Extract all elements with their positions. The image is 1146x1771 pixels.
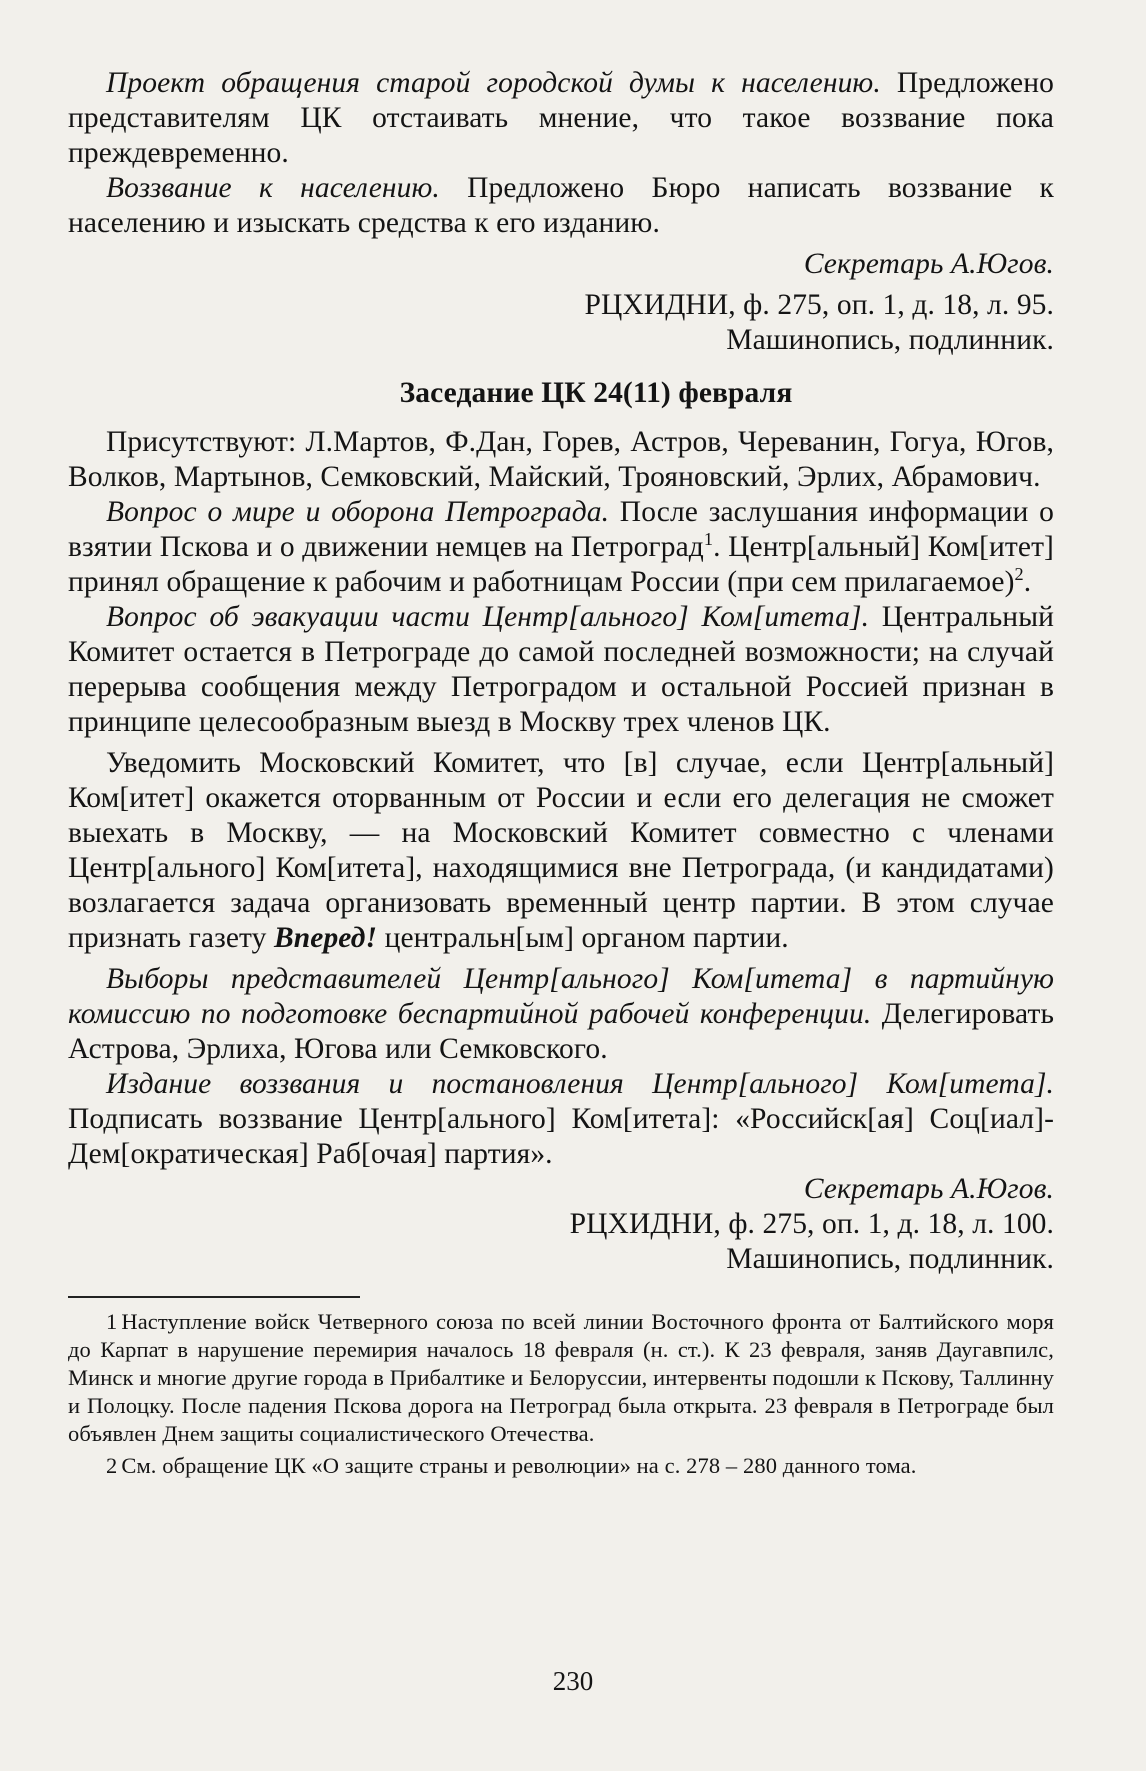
paragraph-title: Издание воззвания и постановления Центр[ального] Ком[итета]. [106,1068,1054,1100]
paragraph-text: . Центр[альный] Ком[итет] принял обращение к рабочим и работницам России (при сем прилагаемое) [68,531,1054,598]
secretary-signature: Секретарь А.Югов. [803,1173,1054,1205]
paragraph-text: Делегировать Астрова, Эрлиха, Югова или Семковского. [68,998,1055,1065]
footnote-ref-1: 1 [703,529,714,550]
newspaper-title: Вперед! [273,922,378,954]
paragraph-text: Центральный Комитет остается в Петрограде до самой последней возможности; на случай перерыва сообщения между Петроградом и остальной Россией признан в принципе целесообразным выезд в Москву трех членов ЦК. [68,601,1055,738]
paragraph-text: . [1023,566,1032,598]
document-page [68,66,1054,1480]
paragraph-moscow-committee [68,746,1054,956]
archive-source-type: Машинопись, подлинник. [726,1243,1054,1275]
meeting-heading: Заседание ЦК 24(11) февраля [399,377,793,409]
footnote-text: См. обращение ЦК «О защите страны и революции» на с. 278 – 280 данного тома. [121,1453,917,1478]
paragraph-text: Подписать воззвание Центр[ального] Ком[итета]: «Российск[ая] Соц[иал]-Дем[ократическая] Раб[очая] партия». [68,1103,1054,1170]
archive-source-type: Машинопись, подлинник. [726,324,1054,356]
paragraph-title: Вопрос о мире и оборона Петрограда. [106,496,610,528]
paragraph-evacuation [68,600,1054,740]
footnotes [68,1308,1054,1480]
archive-source: РЦХИДНИ, ф. 275, оп. 1, д. 18, л. 95. [584,289,1054,321]
paragraph-peace-defense [68,495,1054,600]
paragraph-title: Проект обращения старой городской думы к населению. [106,67,881,99]
paragraph-text: Уведомить Московский Комитет, что [в] случае, если Центр[альный] Ком[итет] окажется оторванным от России и если его делегация не сможет выехать в Москву, — на Московский Комитет совместно с членами Центр[ального] Ком[итета], находящимися вне Петрограда, (и кандидатами) возлагается задача организовать временный центр партии. В этом случае признать газету [68,747,1054,954]
paragraph-text: Предложено Бюро написать воззвание к населению и изыскать средства к его изданию. [68,172,1054,239]
attendees-paragraph: Присутствуют: Л.Мартов, Ф.Дан, Горев, Астров, Череванин, Гогуа, Югов, Волков, Мартынов, Семковский, Майский, Трояновский, Эрлих, Абрамович. [68,426,1054,493]
archive-source: РЦХИДНИ, ф. 275, оп. 1, д. 18, л. 100. [569,1208,1054,1240]
footnote-ref-2: 2 [1014,564,1024,585]
secretary-signature: Секретарь А.Югов. [803,248,1054,280]
paragraph-text: Предложено представителям ЦК отстаивать мнение, что такое воззвание пока преждевременно. [68,67,1054,169]
footnote-number: 2 [106,1453,118,1478]
paragraph-text: После заслушания информации о взятии Пскова и о движении немцев на Петроград [68,496,1054,563]
paragraph-title: Воззвание к населению. [106,172,440,204]
paragraph-text: центральн[ым] органом партии. [377,922,789,954]
paragraph-appeal-to-population [68,171,1054,241]
paragraph-elections [68,962,1054,1067]
footnote-number: 1 [106,1309,118,1334]
paragraph-duma-appeal [68,66,1054,171]
page-number: 230 [552,1666,594,1696]
footnote-2 [68,1452,1054,1480]
footnote-divider [68,1296,360,1298]
paragraph-title: Выборы представителей Центр[ального] Ком[итета] в партийную комиссию по подготовке беспартийной рабочей конференции. [68,963,1054,1030]
paragraph-title: Вопрос об эвакуации части Центр[ального] Ком[итета]. [106,601,870,633]
footnote-text: Наступление войск Четверного союза по всей линии Восточного фронта от Балтийского моря до Карпат в нарушение перемирия началось 18 февраля (н. ст.). К 23 февраля, заняв Даугавпилс, Минск и многие другие города в Прибалтике и Белоруссии, интервенты подошли к Пскову, Таллинну и Полоцку. После падения Пскова дорога на Петроград была открыта. 23 февраля в Петрограде был объявлен Днем защиты социалистического Отечества. [68,1309,1054,1446]
paragraph-publication [68,1067,1054,1172]
footnote-1 [68,1308,1054,1448]
